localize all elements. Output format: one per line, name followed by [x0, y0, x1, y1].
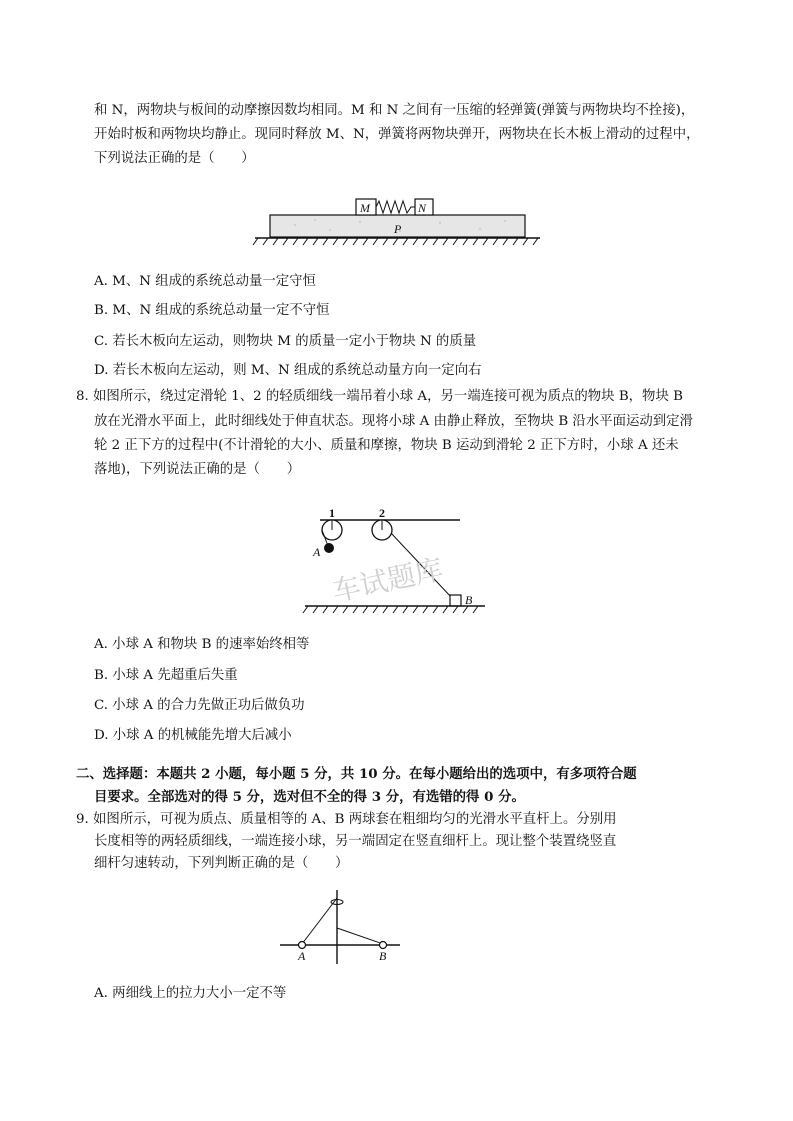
q7-option-b: B. M、N 组成的系统总动量一定不守恒: [94, 303, 330, 318]
q8-stem-line-1: 8. 如图所示，绕过定滑轮 1、2 的轻质细线一端吊着小球 A，另一端连接可视为质点的物块 B，物块 B: [76, 389, 683, 404]
block-m-label: M: [360, 201, 370, 215]
section2-heading-line-2: 目要求。全部选对的得 5 分，选对但不全的得 3 分，有选错的得 0 分。: [94, 789, 525, 805]
ball-a: [324, 543, 334, 553]
block-b-label: B: [465, 593, 473, 607]
q7-stem-line-2: 开始时板和两物块均静止。现同时释放 M、N，弹簧将两物块弹开，两物块在长木板上滑动的过程中，: [94, 127, 700, 142]
q9-stem-line-3: 细杆匀速转动，下列判断正确的是（ ）: [94, 856, 349, 871]
section2-heading-line-1: 二、选择题：本题共 2 小题，每小题 5 分，共 10 分。在每小题给出的选项中，有多项符合题: [76, 766, 637, 782]
q7-stem-line-1: 和 N，两物块与板间的动摩擦因数均相同。M 和 N 之间有一压缩的轻弹簧(弹簧与两物块均不拴接)，: [94, 103, 695, 118]
q7-option-c: C. 若长木板向左运动，则物块 M 的质量一定小于物块 N 的质量: [94, 334, 477, 349]
block-n-label: N: [418, 201, 427, 215]
q9-option-a: A. 两细线上的拉力大小一定不等: [94, 986, 287, 1001]
spring: [376, 201, 415, 213]
q8-option-c: C. 小球 A 的合力先做正功后做负功: [94, 698, 305, 713]
q8-stem-line-2: 放在光滑水平面上，此时细线处于伸直状态。现将小球 A 由静止释放，至物块 B 沿水平面运动到定滑: [94, 414, 693, 429]
q9-stem-line-1: 9. 如图所示，可视为质点、质量相等的 A、B 两球套在粗细均匀的光滑水平直杆上。分别用: [76, 812, 617, 827]
q7-option-d: D. 若长木板向左运动，则 M、N 组成的系统总动量方向一定向右: [94, 363, 482, 378]
pulley-2-label: 2: [379, 506, 385, 520]
q7-figure: [250, 190, 550, 250]
q9-figure: [275, 888, 405, 968]
q7-stem-line-3: 下列说法正确的是（ ）: [94, 151, 255, 166]
ball-a-label: A: [298, 949, 306, 963]
q8-stem-line-3: 轮 2 正下方的过程中(不计滑轮的大小、质量和摩擦，物块 B 运动到滑轮 2 正下方时，小球 A 还未: [94, 438, 679, 453]
q8-stem-line-4: 落地)，下列说法正确的是（ ）: [94, 462, 301, 477]
q8-option-a: A. 小球 A 和物块 B 的速率始终相等: [94, 637, 310, 652]
ball-a: [299, 942, 306, 949]
q9-stem-line-2: 长度相等的两轻质细线，一端连接小球，另一端固定在竖直细杆上。现让整个装置绕竖直: [94, 834, 617, 849]
q8-option-b: B. 小球 A 先超重后失重: [94, 668, 238, 683]
block-b: [450, 595, 461, 606]
board-p-label: P: [394, 222, 402, 236]
ball-b: [380, 942, 387, 949]
pulley-1-label: 1: [329, 506, 335, 520]
q8-figure: [300, 500, 500, 620]
ball-a-label: A: [313, 545, 321, 559]
q8-option-d: D. 小球 A 的机械能先增大后减小: [94, 728, 292, 743]
ball-b-label: B: [379, 949, 387, 963]
q7-option-a: A. M、N 组成的系统总动量一定守恒: [94, 274, 316, 289]
watermark: 车试题库: [329, 552, 446, 609]
